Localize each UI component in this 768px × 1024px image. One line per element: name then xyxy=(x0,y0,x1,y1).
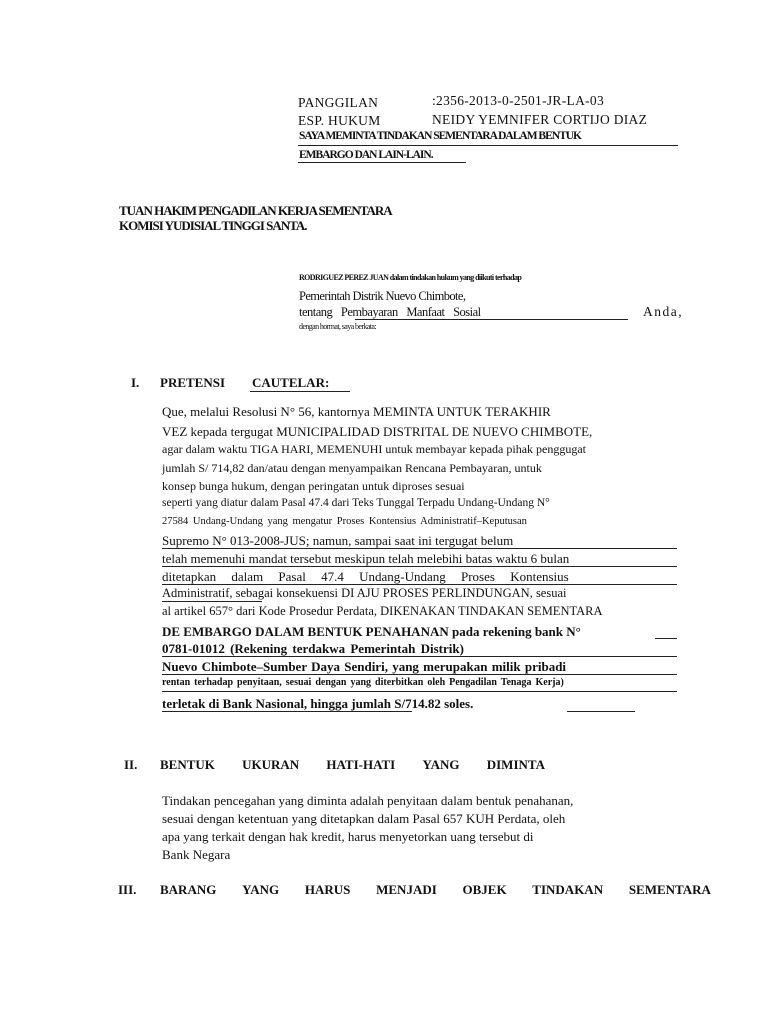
s1-underline-8 xyxy=(162,548,677,549)
s1-line-14: 0781-01012 (Rekening terdakwa Pemerintah Distrik) xyxy=(162,641,464,656)
s1-line-6: seperti yang diatur dalam Pasal 47.4 dari Teks Tunggal Terpadu Undang-Undang N° xyxy=(162,497,550,509)
section-3-title-word: MENJADI xyxy=(376,882,437,897)
s2-line-4: Bank Negara xyxy=(162,847,231,862)
s1-line-5: konsep bunga hukum, dengan peringatan untuk diproses sesuai xyxy=(162,479,465,493)
panggilan-label: PANGGILAN xyxy=(298,95,379,110)
s1-line-12: al artikel 657° dari Kode Prosedur Perdata, DIKENAKAN TINDAKAN SEMENTARA xyxy=(162,604,603,618)
intro-line-2: tentang Pembayaran Manfaat Sosial xyxy=(299,305,481,319)
s1-underline-10 xyxy=(162,584,677,585)
section-2-number: II. xyxy=(124,757,138,772)
s1-line-9: telah memenuhi mandat tersebut meskipun telah melebihi batas waktu 6 bulan xyxy=(162,551,570,566)
s1-underline-11 xyxy=(162,601,262,602)
addressee-line-1: TUAN HAKIM PENGADILAN KERJA SEMENTARA xyxy=(119,203,392,218)
s1-line-17: terletak di Bank Nasional, hingga jumlah S/714.82 soles. xyxy=(162,696,474,711)
party-tiny-line: RODRIGUEZ PEREZ JUAN dalam tindakan hukum yang diikuti terhadap xyxy=(299,273,522,282)
section-2-title-word: YANG xyxy=(422,757,460,772)
section-1-title-b: CAUTELAR: xyxy=(252,375,330,390)
s1-line-1: Que, melalui Resolusi N° 56, kantornya MEMINTA UNTUK TERAKHIR xyxy=(162,404,551,419)
s1-line-13: DE EMBARGO DALAM BENTUK PENAHANAN pada rekening bank N° xyxy=(162,624,581,639)
s1-underline-16 xyxy=(162,691,677,692)
subject-line-2: EMBARGO DAN LAIN-LAIN. xyxy=(299,149,433,161)
section-2-title-word: HATI-HATI xyxy=(326,757,396,772)
s1-underline-9 xyxy=(162,566,677,567)
s1-underline-17 xyxy=(162,711,412,712)
s1-line-16: rentan terhadap penyitaan, sesuai dengan yang diterbitkan oleh Pengadilan Tenaga Kerja) xyxy=(162,677,564,688)
s2-line-1: Tindakan pencegahan yang diminta adalah penyitaan dalam bentuk penahanan, xyxy=(162,793,574,808)
s2-line-3: apa yang terkait dengan hak kredit, harus menyetorkan uang tersebut di xyxy=(162,829,534,844)
subject-line-1: SAYA MEMINTA TINDAKAN SEMENTARA DALAM BENTUK xyxy=(299,130,581,142)
section-1-title-underline xyxy=(250,391,350,392)
esp-value: NEIDY YEMNIFER CORTIJO DIAZ xyxy=(432,112,648,127)
section-1-number: I. xyxy=(131,375,140,390)
s1-line-2: VEZ kepada tergugat MUNICIPALIDAD DISTRITAL DE NUEVO CHIMBOTE, xyxy=(162,424,593,439)
subject-underline-1 xyxy=(298,145,678,146)
s1-underline-14 xyxy=(162,656,677,657)
s1-line-11: Administratif, sebagai konsekuensi DI AJU PROSES PERLINDUNGAN, sesuai xyxy=(162,586,567,600)
intro-line-3: dengan hormat, saya berkata: xyxy=(299,322,376,331)
s1-blank-17 xyxy=(567,711,635,712)
s1-line-10: ditetapkan dalam Pasal 47.4 Undang-Undang Proses Kontensius xyxy=(162,569,569,584)
s2-line-2: sesuai dengan ketentuan yang ditetapkan dalam Pasal 657 KUH Perdata, oleh xyxy=(162,811,566,826)
s1-line-15: Nuevo Chimbote–Sumber Daya Sendiri, yang merupakan milik pribadi xyxy=(162,659,567,674)
s1-line-3: agar dalam waktu TIGA HARI, MEMENUHI untuk membayar kepada pihak penggugat xyxy=(162,442,587,456)
intro-underline xyxy=(355,319,628,320)
addressee-line-2: KOMISI YUDISIAL TINGGI SANTA. xyxy=(119,218,307,233)
section-2-title xyxy=(160,757,545,773)
s1-line-8: Supremo N° 013-2008-JUS; namun, sampai saat ini tergugat belum xyxy=(162,533,514,548)
s1-line-4: jumlah S/ 714,82 dan/atau dengan menyampaikan Rencana Pembayaran, untuk xyxy=(162,461,542,475)
subject-underline-2 xyxy=(298,162,466,163)
section-3-title-word: YANG xyxy=(242,882,280,897)
s1-blank-13 xyxy=(655,638,677,639)
esp-label: ESP. HUKUM xyxy=(298,113,381,128)
section-2-title-word: BENTUK xyxy=(160,757,215,772)
section-3-title-word: SEMENTARA xyxy=(628,882,711,897)
s1-line-7: 27584 Undang-Undang yang mengatur Proses Kontensius Administratif–Keputusan xyxy=(162,516,527,527)
section-3-title-word: TINDAKAN xyxy=(532,882,604,897)
intro-anda: Anda, xyxy=(643,304,684,319)
section-2-title-word: DIMINTA xyxy=(486,757,545,772)
section-2-title-word: UKURAN xyxy=(242,757,300,772)
section-3-number: III. xyxy=(118,882,137,897)
intro-line-1: Pemerintah Distrik Nuevo Chimbote, xyxy=(299,289,466,303)
section-3-title xyxy=(160,882,711,898)
panggilan-value: :2356-2013-0-2501-JR-LA-03 xyxy=(432,93,605,108)
section-1-title-a: PRETENSI xyxy=(160,375,226,390)
section-3-title-word: OBJEK xyxy=(462,882,507,897)
section-3-title-word: HARUS xyxy=(304,882,351,897)
section-3-title-word: BARANG xyxy=(160,882,217,897)
s1-underline-15 xyxy=(162,674,677,675)
